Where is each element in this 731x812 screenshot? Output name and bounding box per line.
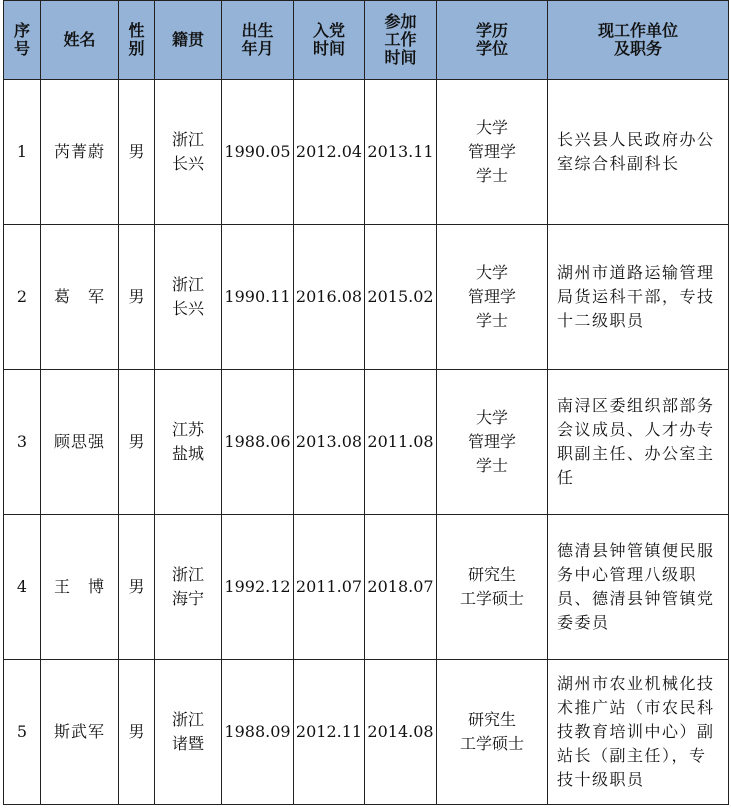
cell-position: 南浔区委组织部部务会议成员、人才办专职副主任、办公室主任 [548,370,729,515]
cell-party: 2012.04 [294,80,365,225]
cell-seq: 5 [4,660,41,805]
cell-birth: 1988.09 [222,660,294,805]
header-gender: 性 别 [119,1,155,80]
cell-name: 芮菁蔚 [41,80,119,225]
cell-education: 大学 管理学 学士 [437,225,548,370]
cell-gender: 男 [119,515,155,660]
cell-party: 2016.08 [294,225,365,370]
header-seq: 序 号 [4,1,41,80]
cell-name: 葛 军 [41,225,119,370]
cell-work: 2011.08 [365,370,437,515]
cell-gender: 男 [119,370,155,515]
cell-name: 顾思强 [41,370,119,515]
cell-party: 2011.07 [294,515,365,660]
table-row [4,80,729,225]
cell-gender: 男 [119,225,155,370]
header-position: 现工作单位 及职务 [548,1,729,80]
table-header-row [4,1,729,80]
cell-position: 湖州市农业机械化技术推广站（市农民科技教育培训中心）副站长（副主任），专技十级职员 [548,660,729,805]
cell-origin: 浙江 长兴 [155,225,222,370]
table-row [4,370,729,515]
cell-work: 2015.02 [365,225,437,370]
header-name: 姓名 [41,1,119,80]
cell-party: 2013.08 [294,370,365,515]
cell-seq: 4 [4,515,41,660]
cell-work: 2014.08 [365,660,437,805]
cell-origin: 浙江 诸暨 [155,660,222,805]
header-work: 参加 工作 时间 [365,1,437,80]
cell-origin: 浙江 海宁 [155,515,222,660]
cell-work: 2013.11 [365,80,437,225]
cell-position: 德清县钟管镇便民服务中心管理八级职员、德清县钟管镇党委委员 [548,515,729,660]
header-origin: 籍贯 [155,1,222,80]
cell-gender: 男 [119,80,155,225]
cell-seq: 3 [4,370,41,515]
table-row [4,515,729,660]
table-row [4,660,729,805]
cell-seq: 2 [4,225,41,370]
cell-education: 大学 管理学 学士 [437,80,548,225]
cell-name: 斯武军 [41,660,119,805]
cell-work: 2018.07 [365,515,437,660]
cell-birth: 1990.05 [222,80,294,225]
header-education: 学历 学位 [437,1,548,80]
personnel-table [3,0,729,805]
cell-origin: 浙江 长兴 [155,80,222,225]
cell-name: 王 博 [41,515,119,660]
cell-gender: 男 [119,660,155,805]
cell-birth: 1992.12 [222,515,294,660]
header-birth: 出生 年月 [222,1,294,80]
cell-birth: 1988.06 [222,370,294,515]
cell-origin: 江苏 盐城 [155,370,222,515]
cell-education: 研究生 工学硕士 [437,515,548,660]
cell-position: 湖州市道路运输管理局货运科干部，专技十二级职员 [548,225,729,370]
cell-party: 2012.11 [294,660,365,805]
cell-education: 大学 管理学 学士 [437,370,548,515]
cell-seq: 1 [4,80,41,225]
header-party: 入党 时间 [294,1,365,80]
cell-position: 长兴县人民政府办公室综合科副科长 [548,80,729,225]
table-row [4,225,729,370]
cell-education: 研究生 工学硕士 [437,660,548,805]
cell-birth: 1990.11 [222,225,294,370]
